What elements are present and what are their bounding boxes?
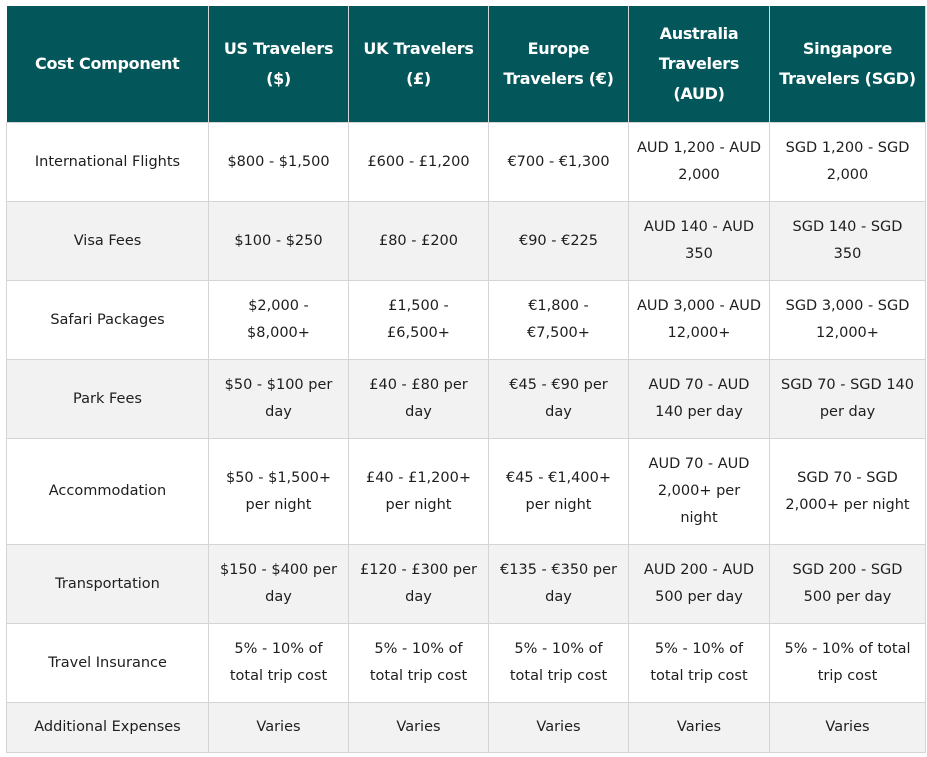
cell-singapore: SGD 1,200 - SGD 2,000	[770, 123, 926, 202]
cell-uk: £80 - £200	[349, 202, 489, 281]
cell-europe: 5% - 10% of total trip cost	[489, 624, 629, 703]
cell-singapore: SGD 140 - SGD 350	[770, 202, 926, 281]
table-header-row	[7, 6, 926, 123]
cell-singapore: SGD 200 - SGD 500 per day	[770, 545, 926, 624]
cell-australia: AUD 1,200 - AUD 2,000	[629, 123, 770, 202]
cost-comparison-table	[6, 6, 926, 753]
cell-australia: AUD 200 - AUD 500 per day	[629, 545, 770, 624]
cell-europe: €45 - €1,400+ per night	[489, 439, 629, 545]
cell-us: $100 - $250	[209, 202, 349, 281]
cell-component: Safari Packages	[7, 281, 209, 360]
header-singapore-travelers: Singapore Travelers (SGD)	[770, 6, 926, 123]
cell-uk: £40 - £1,200+ per night	[349, 439, 489, 545]
cell-europe: €135 - €350 per day	[489, 545, 629, 624]
cell-australia: AUD 70 - AUD 2,000+ per night	[629, 439, 770, 545]
cell-singapore: SGD 70 - SGD 140 per day	[770, 360, 926, 439]
cell-uk: £120 - £300 per day	[349, 545, 489, 624]
cell-us: 5% - 10% of total trip cost	[209, 624, 349, 703]
cell-europe: €90 - €225	[489, 202, 629, 281]
table-row	[7, 545, 926, 624]
cell-europe: €700 - €1,300	[489, 123, 629, 202]
cell-component: Transportation	[7, 545, 209, 624]
cell-europe: €1,800 - €7,500+	[489, 281, 629, 360]
cost-table-container	[6, 6, 925, 753]
cell-us: $50 - $100 per day	[209, 360, 349, 439]
header-cost-component: Cost Component	[7, 6, 209, 123]
cell-component: International Flights	[7, 123, 209, 202]
header-uk-travelers: UK Travelers (£)	[349, 6, 489, 123]
table-row	[7, 360, 926, 439]
table-row	[7, 624, 926, 703]
table-row	[7, 202, 926, 281]
cell-uk: £40 - £80 per day	[349, 360, 489, 439]
table-row	[7, 281, 926, 360]
cell-component: Park Fees	[7, 360, 209, 439]
cell-europe: €45 - €90 per day	[489, 360, 629, 439]
cell-us: $50 - $1,500+ per night	[209, 439, 349, 545]
cell-component: Additional Expenses	[7, 703, 209, 753]
cell-australia: AUD 140 - AUD 350	[629, 202, 770, 281]
cell-uk: £600 - £1,200	[349, 123, 489, 202]
cell-uk: 5% - 10% of total trip cost	[349, 624, 489, 703]
cell-us: $2,000 - $8,000+	[209, 281, 349, 360]
cell-australia: Varies	[629, 703, 770, 753]
cell-singapore: 5% - 10% of total trip cost	[770, 624, 926, 703]
cell-component: Visa Fees	[7, 202, 209, 281]
cell-us: Varies	[209, 703, 349, 753]
cell-singapore: SGD 70 - SGD 2,000+ per night	[770, 439, 926, 545]
header-australia-travelers: Australia Travelers (AUD)	[629, 6, 770, 123]
cell-europe: Varies	[489, 703, 629, 753]
cell-australia: AUD 3,000 - AUD 12,000+	[629, 281, 770, 360]
cell-component: Accommodation	[7, 439, 209, 545]
header-europe-travelers: Europe Travelers (€)	[489, 6, 629, 123]
cell-uk: £1,500 - £6,500+	[349, 281, 489, 360]
table-row	[7, 439, 926, 545]
cell-component: Travel Insurance	[7, 624, 209, 703]
cell-uk: Varies	[349, 703, 489, 753]
table-row	[7, 703, 926, 753]
cell-australia: AUD 70 - AUD 140 per day	[629, 360, 770, 439]
cell-australia: 5% - 10% of total trip cost	[629, 624, 770, 703]
table-row	[7, 123, 926, 202]
cell-singapore: Varies	[770, 703, 926, 753]
cell-us: $800 - $1,500	[209, 123, 349, 202]
header-us-travelers: US Travelers ($)	[209, 6, 349, 123]
cell-singapore: SGD 3,000 - SGD 12,000+	[770, 281, 926, 360]
cell-us: $150 - $400 per day	[209, 545, 349, 624]
